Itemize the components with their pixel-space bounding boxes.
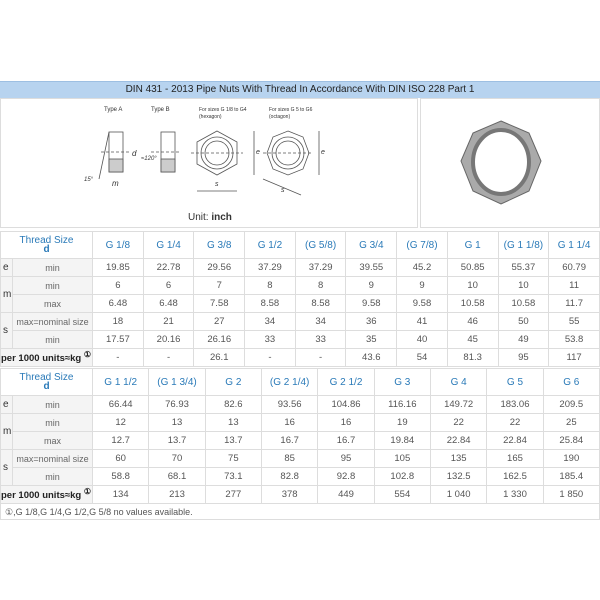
table-cell: 34	[245, 313, 296, 331]
table-cell: 1 850	[543, 486, 599, 504]
table-cell: 6	[143, 277, 194, 295]
table-cell: 6.48	[93, 295, 144, 313]
size-header: G 5	[487, 369, 543, 396]
table-cell: 93.56	[262, 396, 318, 414]
type-a-label: Type A	[104, 107, 123, 113]
min-label: min	[13, 468, 93, 486]
table-cell: 13	[205, 414, 261, 432]
thread-size-header	[1, 369, 93, 396]
oct-note: For sizes G 5 to G6	[269, 107, 313, 113]
table-cell: 35	[346, 331, 397, 349]
note-mark: ①	[83, 487, 91, 497]
pipe-nut-photo-icon	[421, 99, 600, 229]
table-cell: -	[143, 349, 194, 367]
unit-label: Unit:	[188, 212, 209, 223]
table-cell: 36	[346, 313, 397, 331]
dim-e-hex: e	[256, 149, 260, 156]
table-cell: 85	[262, 450, 318, 468]
table-cell: 53.8	[549, 331, 600, 349]
table-cell: 6	[93, 277, 144, 295]
size-header: G 3/4	[346, 232, 397, 259]
table-cell: 149.72	[430, 396, 486, 414]
thread-size-label: Thread Size	[19, 235, 74, 246]
table-cell: 9.58	[397, 295, 448, 313]
table-cell: 54	[397, 349, 448, 367]
table-cell: 7	[194, 277, 245, 295]
max-nominal-label: max=nominal size	[13, 313, 93, 331]
table-cell: 50	[498, 313, 549, 331]
table-cell: 11.7	[549, 295, 600, 313]
size-header: (G 2 1/4)	[262, 369, 318, 396]
table-cell: 21	[143, 313, 194, 331]
table-cell: 209.5	[543, 396, 599, 414]
table-cell: 45.2	[397, 259, 448, 277]
table-row	[1, 313, 600, 331]
min-label: min	[13, 396, 93, 414]
dim-d: d	[132, 149, 137, 158]
d-label: d	[43, 381, 50, 392]
size-header: G 1 1/4	[549, 232, 600, 259]
table-cell: 8	[245, 277, 296, 295]
size-header: G 1 1/2	[93, 369, 149, 396]
spec-table-2	[0, 368, 600, 504]
s-label: s	[1, 450, 13, 486]
min-label: min	[13, 259, 93, 277]
table-cell: 60.79	[549, 259, 600, 277]
table-cell: 82.8	[262, 468, 318, 486]
page-title: DIN 431 - 2013 Pipe Nuts With Thread In Accordance With DIN ISO 228 Part 1	[0, 81, 600, 98]
nut-drawings-icon	[1, 99, 419, 229]
table-cell: 104.86	[318, 396, 374, 414]
table-cell: 18	[93, 313, 144, 331]
e-label: e	[1, 396, 13, 414]
table-cell: 16	[262, 414, 318, 432]
table-cell: -	[93, 349, 144, 367]
dim-e-oct: e	[321, 149, 325, 156]
weight-text: per 1000 units≈kg	[1, 490, 82, 502]
table-cell: 46	[447, 313, 498, 331]
m-label: m	[1, 414, 13, 450]
table-row	[1, 468, 600, 486]
table-cell: 34	[295, 313, 346, 331]
thread-size-label: Thread Size	[19, 372, 74, 383]
table-cell: 1 040	[430, 486, 486, 504]
table-cell: 33	[245, 331, 296, 349]
table-cell: 66.44	[93, 396, 149, 414]
table-cell: 75	[205, 450, 261, 468]
table-row	[1, 414, 600, 432]
table-cell: 68.1	[149, 468, 205, 486]
d-label: d	[43, 244, 50, 255]
size-header: G 6	[543, 369, 599, 396]
table-cell: 22.84	[487, 432, 543, 450]
table-cell: 17.57	[93, 331, 144, 349]
table-cell: 12	[93, 414, 149, 432]
table-cell: 92.8	[318, 468, 374, 486]
table-cell: 95	[318, 450, 374, 468]
size-header: G 4	[430, 369, 486, 396]
table-cell: 37.29	[245, 259, 296, 277]
table-cell: 16	[318, 414, 374, 432]
table-row	[1, 486, 600, 504]
footnote: ①,G 1/8,G 1/4,G 1/2,G 5/8 no values available.	[0, 503, 600, 520]
table-cell: 165	[487, 450, 543, 468]
table-cell: 82.6	[205, 396, 261, 414]
size-header: G 1	[447, 232, 498, 259]
max-nominal-label: max=nominal size	[13, 450, 93, 468]
table-cell: 12.7	[93, 432, 149, 450]
table-row	[1, 432, 600, 450]
table-cell: 10.58	[447, 295, 498, 313]
min-label: min	[13, 331, 93, 349]
table-cell: 9	[346, 277, 397, 295]
table-cell: 105	[374, 450, 430, 468]
table-cell: 13.7	[205, 432, 261, 450]
table-cell: 1 330	[487, 486, 543, 504]
table-cell: 185.4	[543, 468, 599, 486]
weight-text: per 1000 units≈kg	[1, 353, 82, 365]
weight-label	[1, 349, 93, 367]
table-cell: 50.85	[447, 259, 498, 277]
table-cell: 27	[194, 313, 245, 331]
table-cell: 60	[93, 450, 149, 468]
size-header: G 2 1/2	[318, 369, 374, 396]
table-cell: 73.1	[205, 468, 261, 486]
table-cell: 20.16	[143, 331, 194, 349]
table-cell: 43.6	[346, 349, 397, 367]
table-cell: 449	[318, 486, 374, 504]
technical-drawing-panel	[0, 98, 418, 228]
weight-label	[1, 486, 93, 504]
table-cell: 13.7	[149, 432, 205, 450]
table-cell: 10.58	[498, 295, 549, 313]
table-cell: 102.8	[374, 468, 430, 486]
table-cell: 55.37	[498, 259, 549, 277]
table-cell: 277	[205, 486, 261, 504]
table-cell: 49	[498, 331, 549, 349]
table-cell: 116.16	[374, 396, 430, 414]
hex-label: (hexagon)	[199, 114, 222, 120]
table-cell: 26.16	[194, 331, 245, 349]
table-cell: 213	[149, 486, 205, 504]
table-row	[1, 396, 600, 414]
table-cell: 10	[447, 277, 498, 295]
table-cell: 135	[430, 450, 486, 468]
e-label: e	[1, 259, 13, 277]
table-cell: 40	[397, 331, 448, 349]
table-cell: 25	[543, 414, 599, 432]
table-cell: 554	[374, 486, 430, 504]
size-header: (G 5/8)	[295, 232, 346, 259]
table-cell: -	[295, 349, 346, 367]
angle-120: ≈120°	[141, 156, 157, 162]
table-cell: 19.84	[374, 432, 430, 450]
size-header: (G 7/8)	[397, 232, 448, 259]
min-label: min	[13, 277, 93, 295]
table-cell: 190	[543, 450, 599, 468]
unit-note	[188, 212, 232, 223]
size-header: G 1/8	[93, 232, 144, 259]
size-header: G 1/4	[143, 232, 194, 259]
table-cell: 26.1	[194, 349, 245, 367]
table-cell: 45	[447, 331, 498, 349]
size-header: (G 1 3/4)	[149, 369, 205, 396]
size-header: G 1/2	[245, 232, 296, 259]
table-cell: 9	[397, 277, 448, 295]
type-b-label: Type B	[151, 107, 170, 113]
table-cell: 134	[93, 486, 149, 504]
table-cell: 70	[149, 450, 205, 468]
table-cell: 8.58	[295, 295, 346, 313]
note-mark: ①	[83, 350, 91, 360]
table-row	[1, 259, 600, 277]
table-cell: 10	[498, 277, 549, 295]
dim-m: m	[112, 179, 119, 188]
table-cell: 76.93	[149, 396, 205, 414]
dim-s-hex: s	[215, 181, 219, 188]
table-cell: 8.58	[245, 295, 296, 313]
table-cell: 29.56	[194, 259, 245, 277]
table-cell: 22	[430, 414, 486, 432]
table-cell: 16.7	[318, 432, 374, 450]
table-cell: 13	[149, 414, 205, 432]
table-cell: 22.84	[430, 432, 486, 450]
table-cell: 37.29	[295, 259, 346, 277]
table-cell: 22.78	[143, 259, 194, 277]
max-label: max	[13, 295, 93, 313]
table-cell: 8	[295, 277, 346, 295]
table-cell: 16.7	[262, 432, 318, 450]
size-header: G 2	[205, 369, 261, 396]
table-cell: 183.06	[487, 396, 543, 414]
table-cell: 22	[487, 414, 543, 432]
table-cell: 95	[498, 349, 549, 367]
table-cell: 39.55	[346, 259, 397, 277]
table-row	[1, 349, 600, 367]
table-row	[1, 450, 600, 468]
table-cell: 7.58	[194, 295, 245, 313]
table-cell: 132.5	[430, 468, 486, 486]
dim-s-oct: s	[281, 187, 285, 194]
table-cell: 6.48	[143, 295, 194, 313]
table-cell: 25.84	[543, 432, 599, 450]
table-cell: 378	[262, 486, 318, 504]
table-cell: 162.5	[487, 468, 543, 486]
table-cell: 11	[549, 277, 600, 295]
oct-label: (octagon)	[269, 114, 291, 120]
table-cell: 81.3	[447, 349, 498, 367]
table-row	[1, 277, 600, 295]
table-cell: 117	[549, 349, 600, 367]
angle-15: 15°	[84, 177, 94, 183]
m-label: m	[1, 277, 13, 313]
max-label: max	[13, 432, 93, 450]
unit-value: inch	[211, 212, 232, 223]
thread-size-header	[1, 232, 93, 259]
table-cell: -	[245, 349, 296, 367]
table-cell: 19.85	[93, 259, 144, 277]
table-cell: 9.58	[346, 295, 397, 313]
table-cell: 33	[295, 331, 346, 349]
table-cell: 55	[549, 313, 600, 331]
product-photo	[420, 98, 600, 228]
table-row	[1, 331, 600, 349]
min-label: min	[13, 414, 93, 432]
table-cell: 58.8	[93, 468, 149, 486]
table-cell: 19	[374, 414, 430, 432]
size-header: (G 1 1/8)	[498, 232, 549, 259]
table-cell: 41	[397, 313, 448, 331]
s-label: s	[1, 313, 13, 349]
spec-table-1	[0, 231, 600, 367]
table-row	[1, 295, 600, 313]
size-header: G 3	[374, 369, 430, 396]
hex-note: For sizes G 1/8 to G4	[199, 107, 247, 113]
size-header: G 3/8	[194, 232, 245, 259]
